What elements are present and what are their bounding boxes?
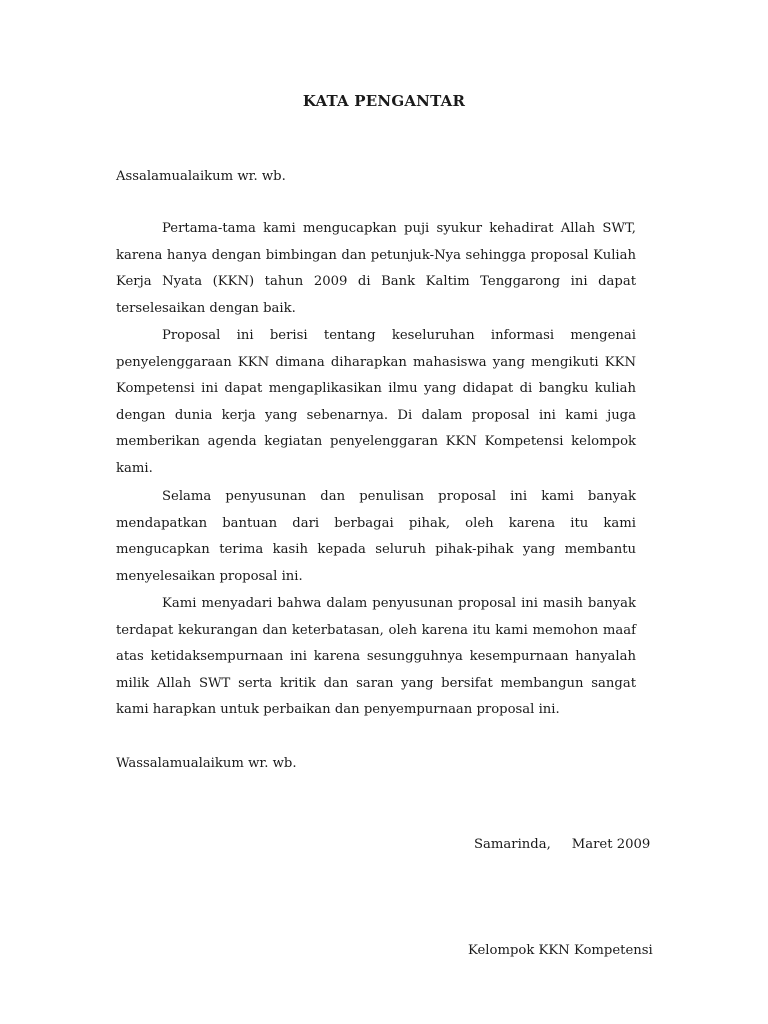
closing-salutation: Wassalamualaikum wr. wb.: [116, 756, 297, 771]
paragraph-1: Pertama-tama kami mengucapkan puji syukur kehadirat Allah SWT, karena hanya dengan bimbingan dan petunjuk-Nya sehingga proposal Kuliah Kerja Nyata (KKN) tahun 2009 di Bank Kaltim Tenggarong ini dapat terselesaikan dengan baik.: [116, 221, 636, 316]
document-title: KATA PENGANTAR: [302, 92, 466, 110]
place-and-date: Samarinda, Maret 2009: [474, 837, 651, 852]
signature-line: Kelompok KKN Kompetensi: [468, 943, 653, 958]
paragraph-4: Kami menyadari bahwa dalam penyusunan proposal ini masih banyak terdapat kekurangan dan keterbatasan, oleh karena itu kami memohon maaf atas ketidaksempurnaan ini karena sesungguhnya kesempurnaan hanyalah milik Allah SWT serta kritik dan saran yang bersifat membangun sangat kami harapkan untuk perbaikan dan penyempurnaan proposal ini.: [116, 596, 636, 718]
paragraph-3: Selama penyusunan dan penulisan proposal ini kami banyak mendapatkan bantuan dari berbagai pihak, oleh karena itu kami mengucapkan terima kasih kepada seluruh pihak-pihak yang membantu menyelesaikan proposal ini.: [116, 489, 636, 584]
paragraph-2: Proposal ini berisi tentang keseluruhan informasi mengenai penyelenggaraan KKN dimana diharapkan mahasiswa yang mengikuti KKN Kompetensi ini dapat mengaplikasikan ilmu yang didapat di bangku kuliah dengan dunia kerja yang sebenarnya. Di dalam proposal ini kami juga memberikan agenda kegiatan penyelenggaran KKN Kompetensi kelompok kami.: [116, 328, 636, 476]
greeting: Assalamualaikum wr. wb.: [116, 169, 286, 184]
